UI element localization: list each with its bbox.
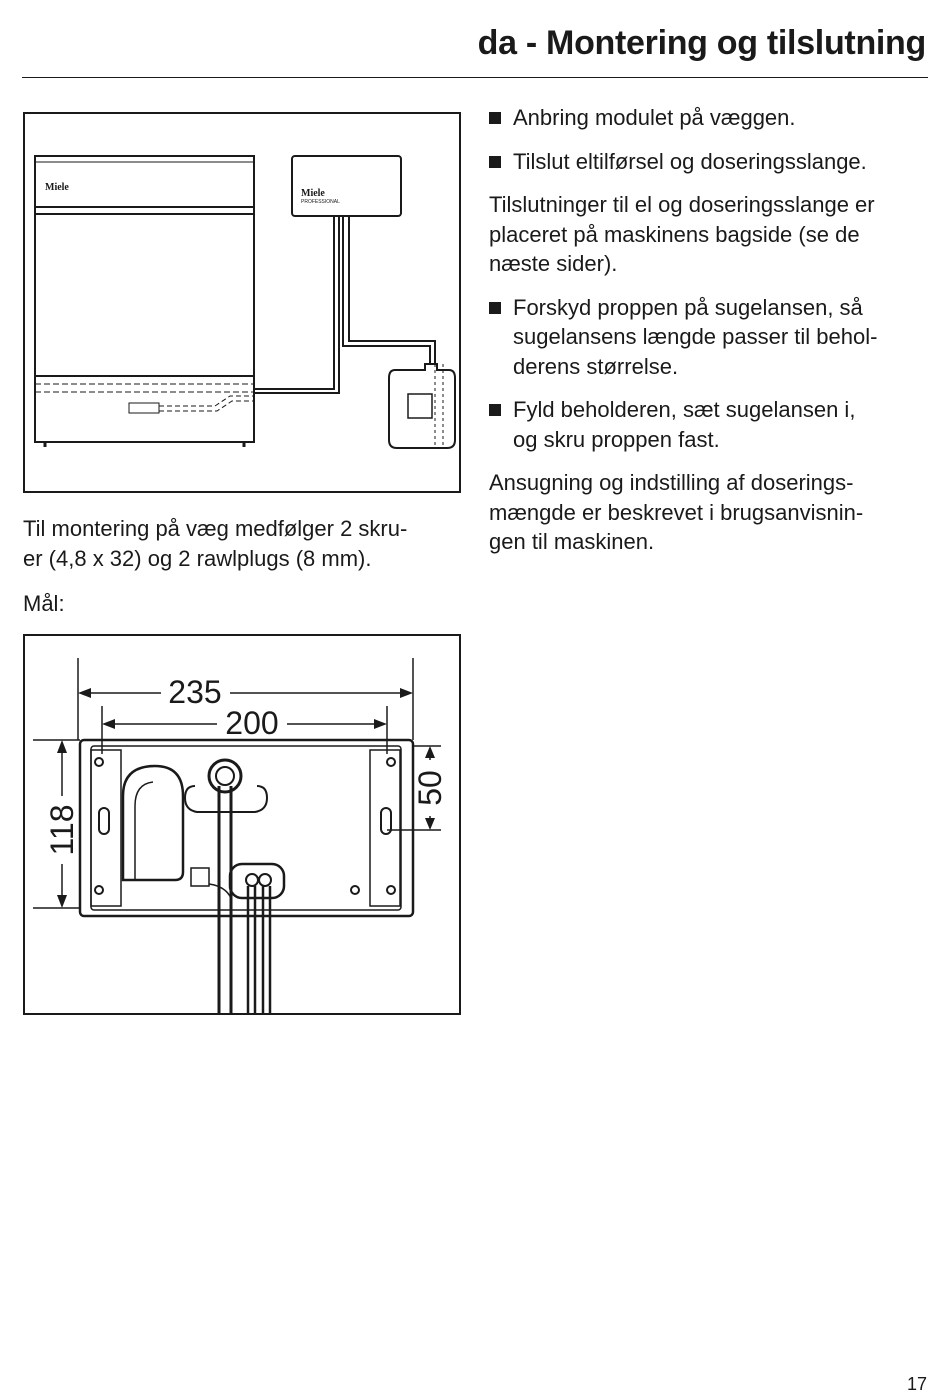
suction-bulb xyxy=(123,766,183,880)
bullet-square-icon xyxy=(489,112,501,124)
module-subtitle: PROFESSIONAL xyxy=(301,199,340,205)
bullet-text: og skru proppen fast. xyxy=(513,426,720,452)
header-divider xyxy=(22,77,928,78)
dimension-118: 118 xyxy=(44,804,80,856)
bullet-text: Anbring modulet på væggen. xyxy=(513,105,796,130)
bullet-text: Forskyd proppen på sugelansen, så xyxy=(513,294,863,320)
mounting-plate xyxy=(80,740,413,916)
instructions-column xyxy=(489,103,929,571)
paragraph-line: mængde er beskrevet i brugsanvisnin- xyxy=(489,499,864,525)
dimensions-label: Mål: xyxy=(23,591,65,616)
paragraph-line: Ansugning og indstilling af doserings- xyxy=(489,470,854,495)
paragraph-line: Tilslutninger til el og doseringsslange er xyxy=(489,192,875,217)
module-brand-logo: Miele xyxy=(301,188,325,199)
installation-figure xyxy=(23,112,461,493)
paragraph-line: placeret på maskinens bagside (se de xyxy=(489,221,860,247)
dimension-illustration xyxy=(25,636,459,1013)
bullet-text: Fyld beholderen, sæt sugelansen i, xyxy=(513,397,856,422)
instruction-bullet xyxy=(489,103,929,133)
dimension-50: 50 xyxy=(412,770,448,806)
machine-body xyxy=(35,156,254,442)
instruction-bullet xyxy=(489,395,929,454)
instruction-bullet xyxy=(489,293,929,382)
instruction-paragraph xyxy=(489,468,929,557)
paragraph-line: gen til maskinen. xyxy=(489,529,655,554)
dimension-figure xyxy=(23,634,461,1015)
bullet-square-icon xyxy=(489,302,501,314)
installation-illustration xyxy=(25,114,459,491)
bullet-text: sugelansens længde passer til behol- xyxy=(513,324,878,349)
caption-line: Til montering på væg medfølger 2 skru- xyxy=(23,516,408,541)
container xyxy=(389,364,455,448)
dosing-module xyxy=(292,156,401,216)
bullet-square-icon xyxy=(489,404,501,416)
bullet-square-icon xyxy=(489,156,501,168)
paragraph-line: næste sider). xyxy=(489,251,618,276)
dimension-200: 200 xyxy=(225,705,279,741)
page-number: 17 xyxy=(906,1374,927,1394)
instruction-bullet xyxy=(489,147,929,177)
dimension-235: 235 xyxy=(168,674,222,710)
instruction-paragraph xyxy=(489,190,929,279)
caption-line: er (4,8 x 32) og 2 rawlplugs (8 mm). xyxy=(23,545,372,571)
page-title: da - Montering og tilslutning xyxy=(477,24,926,62)
machine-brand-logo: Miele xyxy=(45,182,69,193)
figure-caption xyxy=(23,514,407,573)
bullet-text: Tilslut eltilførsel og doseringsslange. xyxy=(513,148,867,174)
bullet-text: derens størrelse. xyxy=(513,353,679,379)
